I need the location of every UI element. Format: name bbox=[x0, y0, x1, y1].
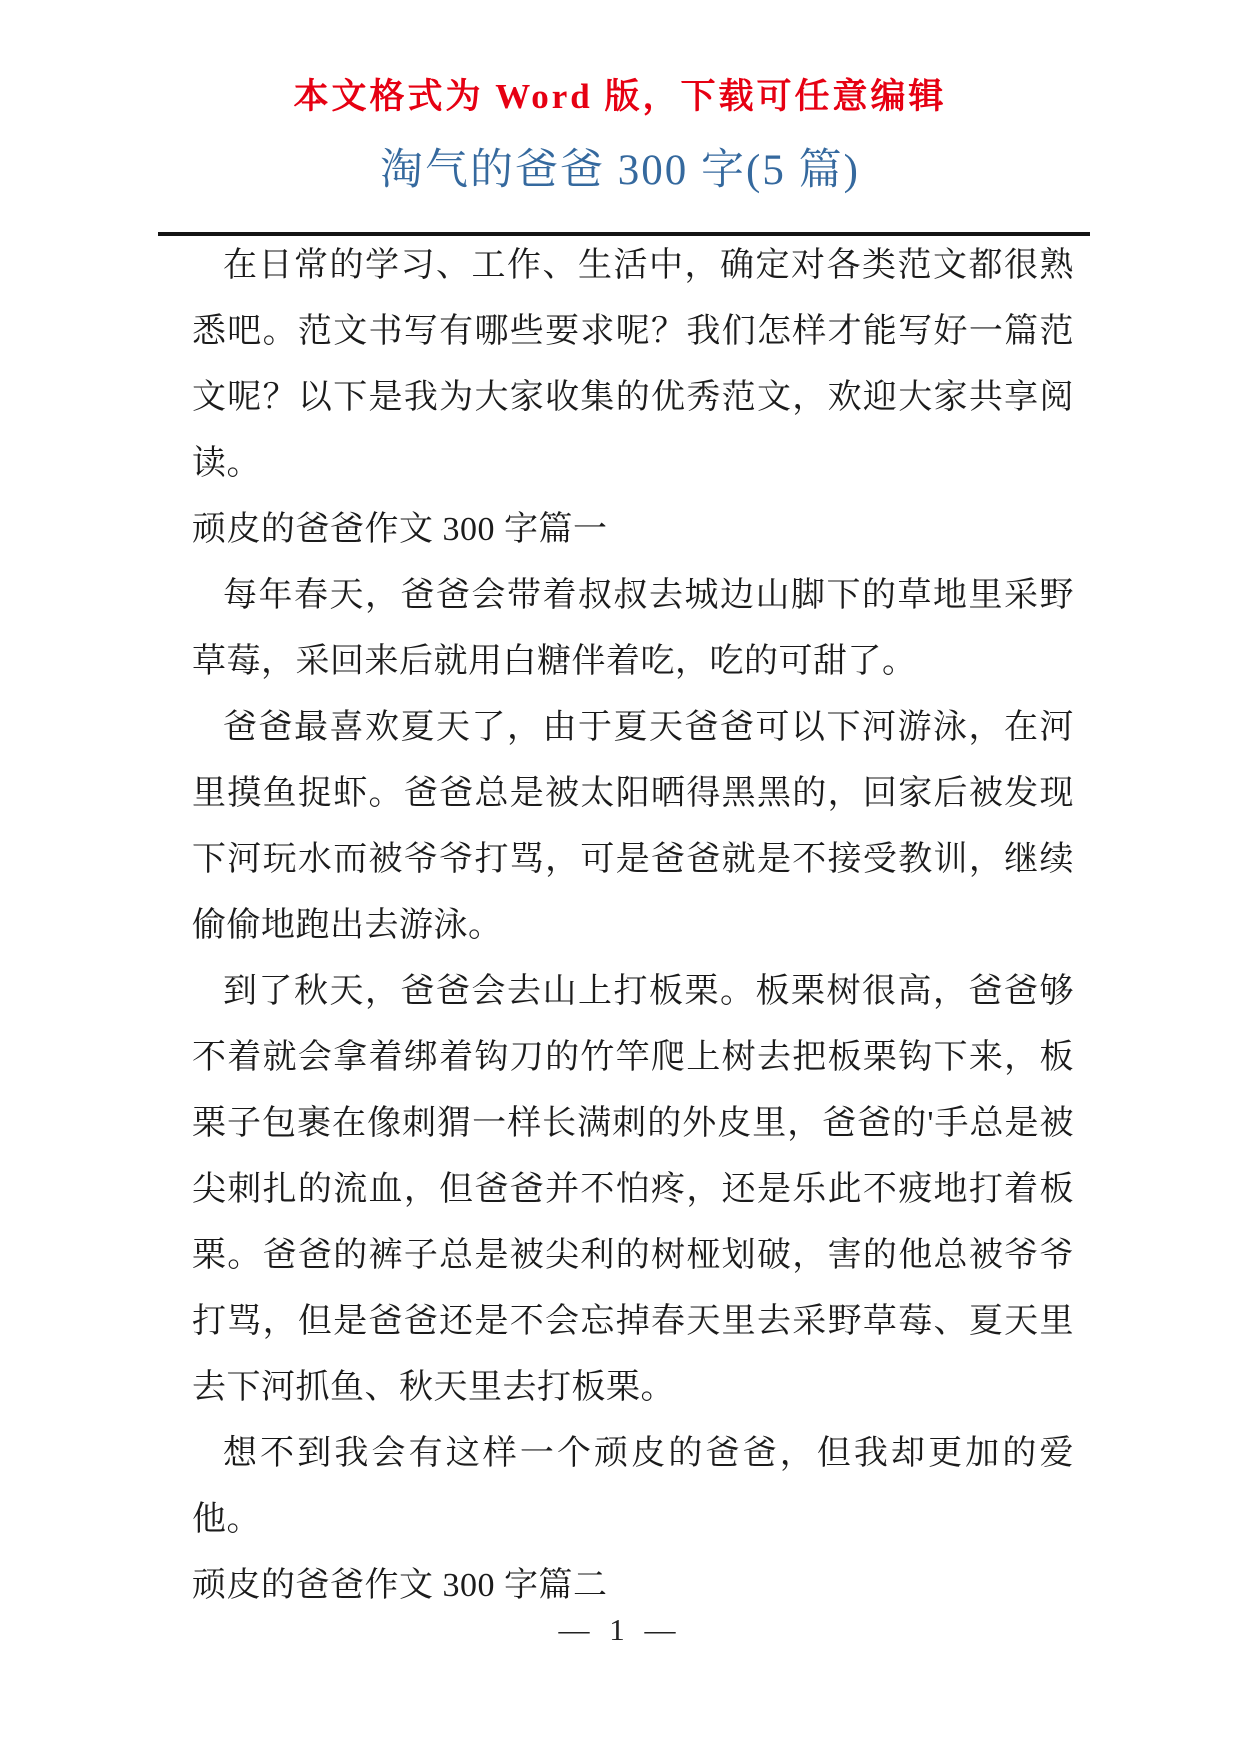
format-notice: 本文格式为 Word 版，下载可任意编辑 bbox=[293, 77, 947, 116]
section-heading-1: 顽皮的爸爸作文 300 字篇一 bbox=[192, 511, 608, 548]
essay1-paragraph-3: 到了秋天，爸爸会去山上打板栗。板栗树很高，爸爸够不着就会拿着绑着钩刀的竹竿爬上树去把板栗钩下来，板栗子包裹在像刺猬一样长满刺的外皮里，爸爸的'手总是被尖刺扎的流血，但爸爸并不怕疼，还是乐此不疲地打着板栗。爸爸的裤子总是被尖利的树桠划破，害的他总被爷爷打骂，但是爸爸还是不会忘掉春天里去采野草莓、夏天里去下河抓鱼、秋天里去打板栗。 bbox=[192, 973, 1074, 1406]
page-number: — 1 — bbox=[558, 1612, 682, 1647]
essay1-paragraph-2: 爸爸最喜欢夏天了，由于夏天爸爸可以下河游泳，在河里摸鱼捉虾。爸爸总是被太阳晒得黑黑的，回家后被发现下河玩水而被爷爷打骂，可是爸爸就是不接受教训，继续偷偷地跑出去游泳。 bbox=[192, 709, 1074, 944]
intro-paragraph: 在日常的学习、工作、生活中，确定对各类范文都很熟悉吧。范文书写有哪些要求呢？我们怎样才能写好一篇范文呢？以下是我为大家收集的优秀范文，欢迎大家共享阅读。 bbox=[192, 247, 1074, 482]
document-title: 淘气的爸爸 300 字(5 篇) bbox=[380, 147, 860, 194]
document-body bbox=[192, 233, 1074, 1619]
section-heading-2: 顽皮的爸爸作文 300 字篇二 bbox=[192, 1567, 608, 1604]
essay1-paragraph-4: 想不到我会有这样一个顽皮的爸爸，但我却更加的爱他。 bbox=[192, 1435, 1074, 1538]
essay1-paragraph-1: 每年春天，爸爸会带着叔叔去城边山脚下的草地里采野草莓，采回来后就用白糖伴着吃，吃的可甜了。 bbox=[192, 577, 1074, 680]
